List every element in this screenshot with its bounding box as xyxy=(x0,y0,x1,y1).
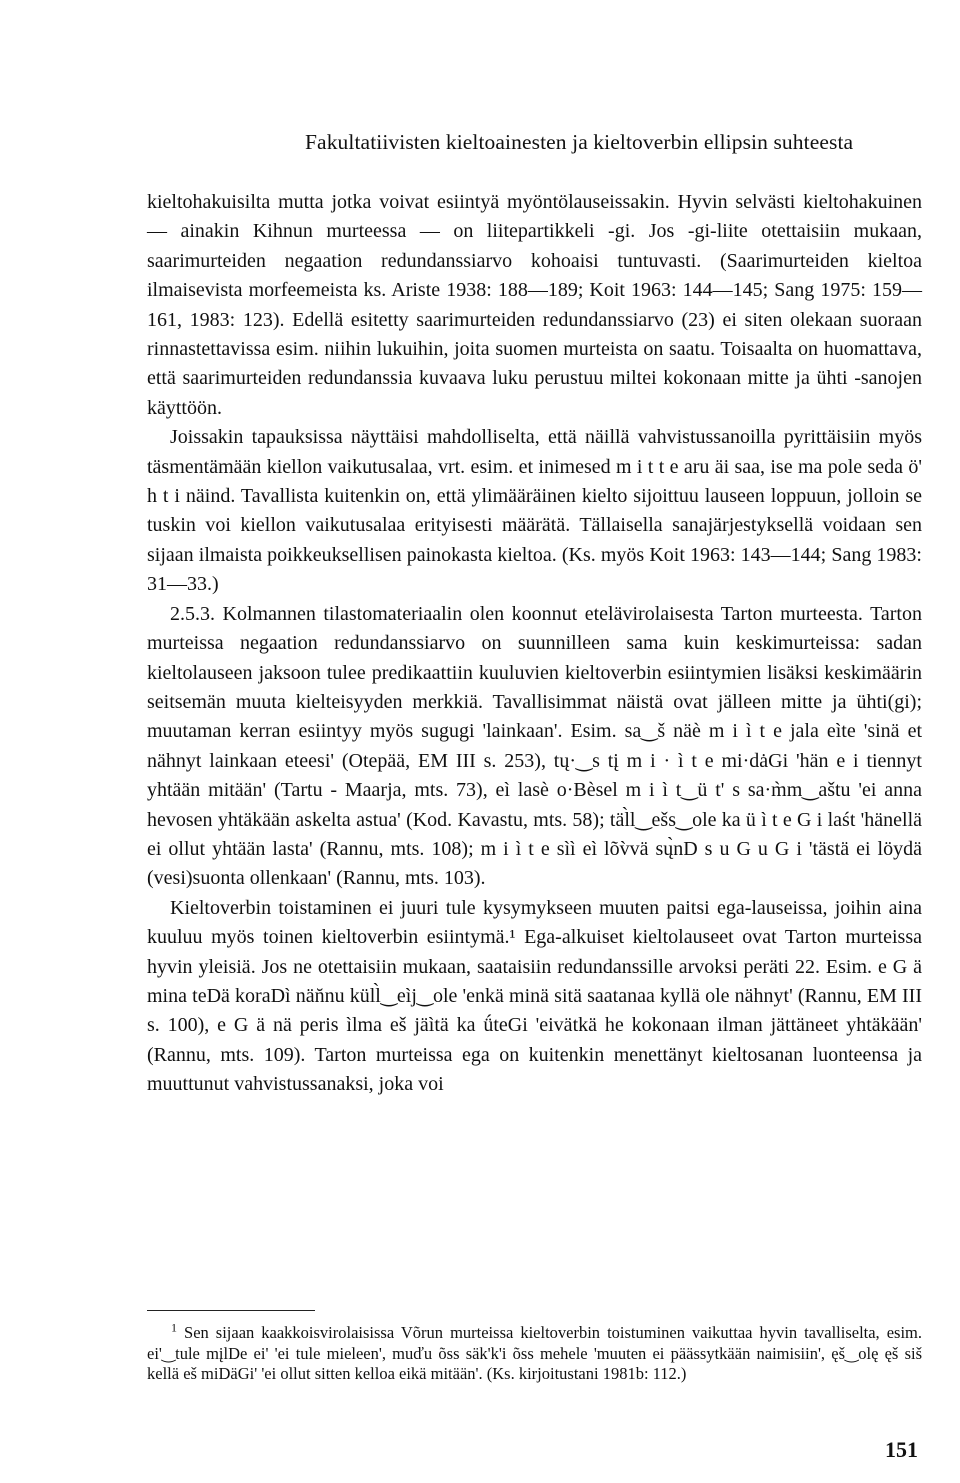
footnote-divider xyxy=(147,1310,315,1311)
page-number: 151 xyxy=(885,1437,918,1462)
paragraph: 2.5.3. Kolmannen tilastomateriaalin olen koonnut etelävirolaisesta Tarton murteesta. Tarton murteissa negaation redundanssiarvo on suunnilleen sama kuin keskimurteissa: sadan kieltolauseen jaksoon tulee predikaattiin kuuluvien kieltoverbin esiintymien lisäksi keskimäärin seitsemän muuta kielteisyyden merkkiä. Tavallisimmat näistä ovat jälleen mitte ja ühti(gi); muutaman kerran esiintyy myös sugugi 'lainkaan'. Esim. sa‿š näè m i ì t e jala eìte 'sinä et nähnyt lainkaan eteesi' (Otepää, EM III s. 253), tų·‿s tį m i · ì t e mi·dȧGi 'hän e i tiennyt yhtään mitään' (Tartu - Maarja, mts. 73), eì lasè o·Bèsel m i ì t‿ü t' s sa·m̀m‿aštu 'ei anna hevosen yhtäkään askelta astua' (Kod. Kavastu, mts. 58); täl̀l‿ešs‿ole ka ü ì t e G i laśt 'hänellä ei ollut yhtään lasta' (Rannu, mts. 108); m i ì t e sìì eì lõv̀vä sų̀nD s u G u G i 'tästä ei löydä (vesi)suonta ollenkaan' (Rannu, mts. 103). xyxy=(147,602,922,890)
paragraph: kieltohakuisilta mutta jotka voivat esiintyä myöntölauseissakin. Hyvin selvästi kieltohakuinen — ainakin Kihnun murteessa — on liitepartikkeli -gi. Jos -gi-liite otettaisiin mukaan, saarimurteiden negaation redundanssiarvo kohoaisi tuntuvasti. (Saarimurteiden kieltoa ilmaisevista morfeemeista ks. Ariste 1938: 188—189; Koit 1963: 144—145; Sang 1975: 159—161, 1983: 123). Edellä esitetty saarimurteiden redundanssiarvo (23) ei siten olekaan suoraan rinnastettavissa esim. niihin lukuihin, joita suomen murteista on saatu. Toisaalta on huomattava, että saarimurteiden redundanssia kuvaava luku perustuu miltei kokonaan mitte ja ühti -sanojen käyttöön. xyxy=(147,191,922,419)
footnote-paragraph xyxy=(147,1320,922,1385)
footnote-marker: 1 xyxy=(171,1320,177,1335)
paragraph: Kieltoverbin toistaminen ei juuri tule kysymykseen muuten paitsi ega-lauseissa, joihin aina kuuluu myös toinen kieltoverbin esiintymä.¹ Ega-alkuiset kieltolauseet ovat Tarton murteissa hyvin yleisiä. Jos ne otettaisiin mukaan, saataisiin redundanssille arvoksi peräti 22. Esim. e G ä mina teDä koraDì nän̆nu küll̀‿eìj‿ole 'enkä minä sitä saatanaa kyllä ole nähnyt' (Rannu, EM III s. 100), e G ä nä peris ìlma eš jäìtä ka ǘteGi 'eivätkä he kokonaan ilman jättäneet yhtäkään' (Rannu, mts. 109). Tarton murteissa ega on kuitenkin menettänyt kieltosanan luonteensa ja muuttunut vahvistussanaksi, joka voi xyxy=(147,896,922,1096)
footnote xyxy=(147,1320,922,1385)
running-header: Fakultatiivisten kieltoainesten ja kieltoverbin ellipsin suhteesta xyxy=(305,130,854,154)
body-text xyxy=(147,188,922,1100)
footnote-text: Sen sijaan kaakkoisvirolaisissa Võrun murteissa kieltoverbin toistuminen vaikuttaa hyvin tavalliselta, esim. ei'‿tule mįlDe ei' 'ei tule mieleen', muďu õss säk'k'i õss mehele 'muuten ei päässytkään naimisiin', ęš‿olę ęš siš kellä eš miDäGi' 'ei ollut sitten kelloa eikä mitään'. (Ks. kirjoitustani 1981b: 112.) xyxy=(147,1323,922,1383)
paragraph: Joissakin tapauksissa näyttäisi mahdolliselta, että näillä vahvistussanoilla pyrittäisiin myös täsmentämään kiellon vaikutusalaa, vrt. esim. et inimesed m i t t e aru äi saa, ise ma pole seda ö' h t i näind. Tavallista kuitenkin on, että ylimääräinen kielto sijoittuu lauseen loppuun, jolloin se tuskin voi kiellon vaikutusalaa erityisesti määrätä. Tällaisella sanajärjestyksellä voidaan sen sijaan ilmaista poikkeuksellisen painokasta kieltoa. (Ks. myös Koit 1963: 143—144; Sang 1983: 31—33.) xyxy=(147,426,922,596)
